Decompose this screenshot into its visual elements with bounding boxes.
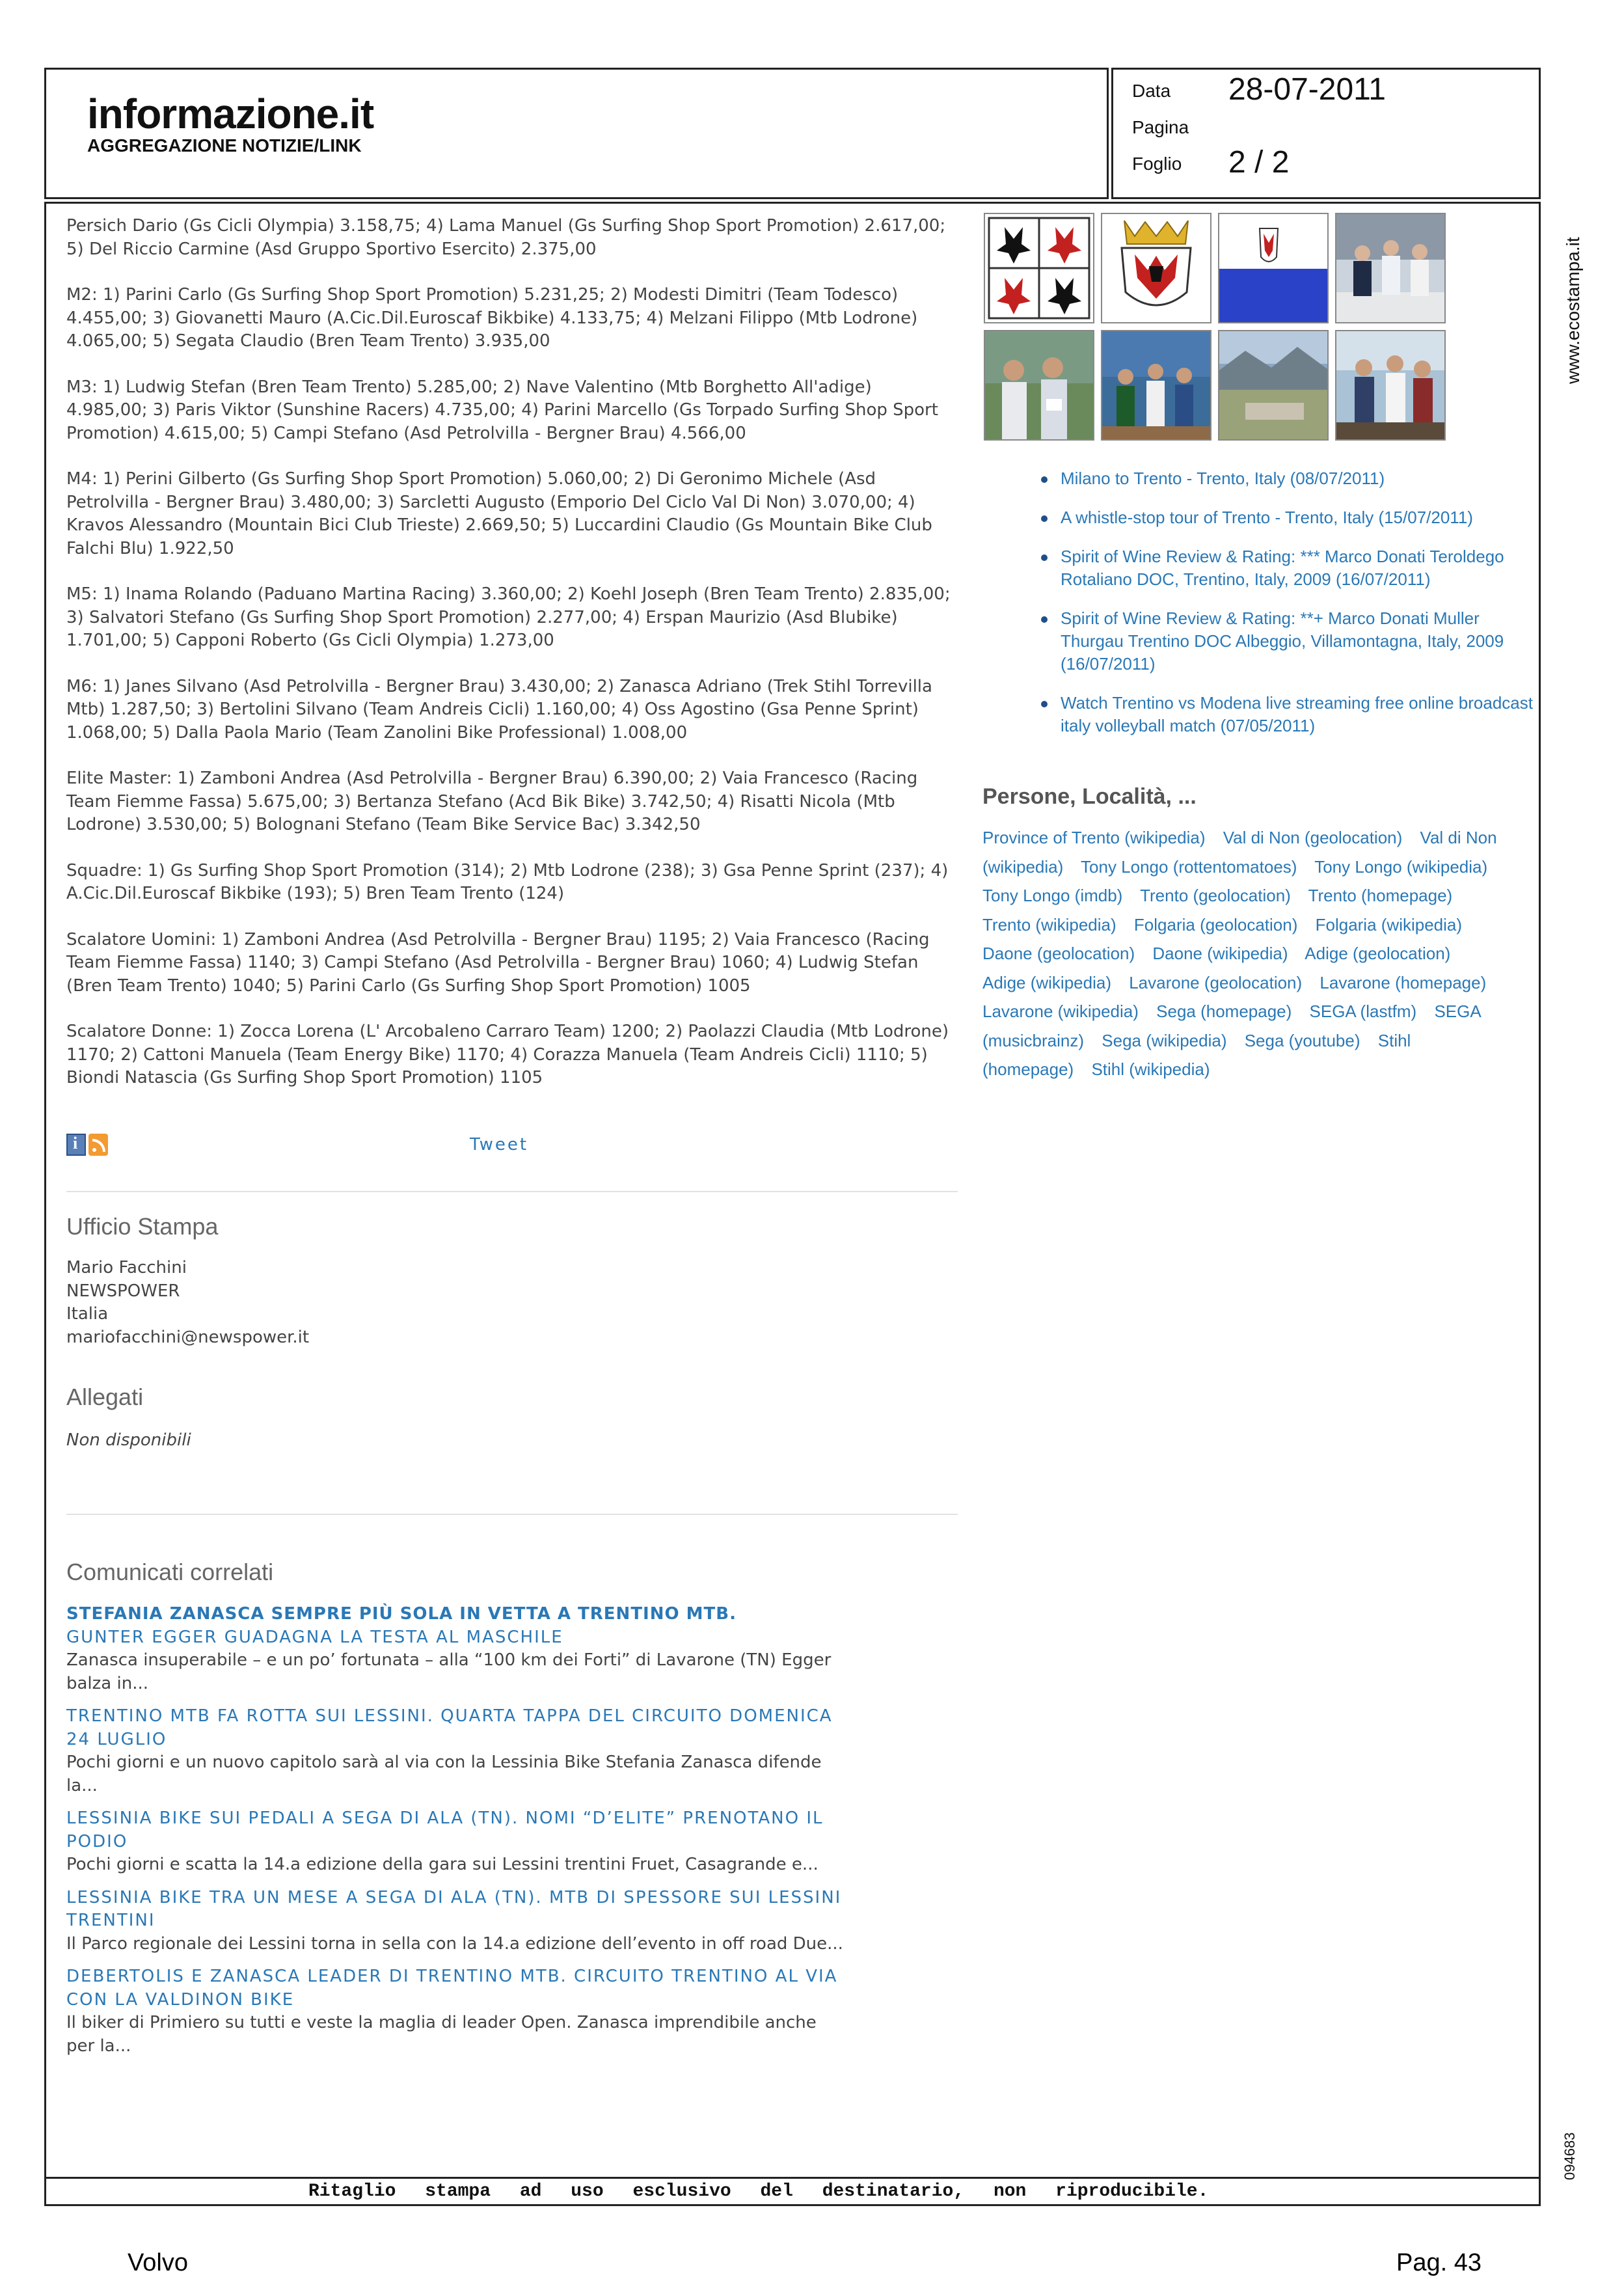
site-tagline: AGGREGAZIONE NOTIZIE/LINK <box>87 135 362 156</box>
tag-link[interactable]: Lavarone (geolocation) <box>1129 972 1303 992</box>
tag-link[interactable]: Sega (youtube) <box>1244 1030 1360 1050</box>
tag-link[interactable]: Lavarone (homepage) <box>1320 972 1487 992</box>
tag-link[interactable]: Folgaria (geolocation) <box>1133 914 1298 935</box>
related-title[interactable]: LESSINIA BIKE TRA UN MESE A SEGA DI ALA (TN). MTB DI SPESSORE SUI LESSINI TRENTINI <box>66 1887 842 1930</box>
site-logo[interactable]: informazione.it <box>87 90 374 137</box>
contact-email[interactable]: mariofacchini@newspower.it <box>66 1327 310 1347</box>
tag-link[interactable]: Lavarone (wikipedia) <box>982 1002 1139 1021</box>
article-paragraph: M6: 1) Janes Silvano (Asd Petrolvilla - Bergner Brau) 3.430,00; 2) Zanasca Adriano (Trek Stihl Torrevilla Mtb) 1.287,50; 3) Bertolini Silvano (Team Andreis Cicli) 1.160,00; 4) Oss Agostino (Gsa Penne Sprint) 1.068,00; 5) Dalla Paola Mario (Team Zanolini Bike Professional) 1.008,00 <box>66 676 932 743</box>
ufficio-stampa-title: Ufficio Stampa <box>66 1213 219 1240</box>
article-body <box>66 215 958 1113</box>
tag-link[interactable]: Sega (wikipedia) <box>1102 1030 1227 1050</box>
related-title[interactable]: DEBERTOLIS E ZANASCA LEADER DI TRENTINO MTB. CIRCUITO TRENTINO AL VIA CON LA VALDINON BIKE <box>66 1967 838 2010</box>
tag-link[interactable]: Stihl (wikipedia) <box>1091 1059 1210 1079</box>
related-excerpt: Pochi giorni e scatta la 14.a edizione della gara sui Lessini trentini Fruet, Casagrande e... <box>66 1855 819 1874</box>
article-paragraph: M4: 1) Perini Gilberto (Gs Surfing Shop Sport Promotion) 5.060,00; 2) Di Geronimo Michele (Asd Petrolvilla - Bergner Brau) 3.480,00; 3) Sarcletti Augusto (Emporio Del Ciclo Val Di Non) 3.070,00; 4) Kravos Alessandro (Mountain Bici Club Trieste) 2.669,50; 5) Luccardini Claudio (Gs Mountain Bike Club Falchi Blu) 1.922,50 <box>66 469 932 558</box>
tag-link[interactable]: Tony Longo (imdb) <box>982 886 1123 905</box>
related-excerpt: Pochi giorni e un nuovo capitolo sarà al via con la Lessinia Bike Stefania Zanasca difende la... <box>66 1753 822 1795</box>
allegati-text: Non disponibili <box>66 1430 191 1450</box>
ecostampa-url: www.ecostampa.it <box>1563 237 1583 384</box>
page-number: Pag. 43 <box>1396 2249 1482 2276</box>
divider <box>66 1191 958 1192</box>
sidebar-news-list <box>1041 467 1536 754</box>
document-code: 094683 <box>1562 2132 1578 2180</box>
news-link[interactable]: Spirit of Wine Review & Rating: **+ Marco Donati Muller Thurgau Trentino DOC Albeggio, Villamontagna, Italy, 2009 (16/07/2011) <box>1041 607 1536 676</box>
persone-localita-title: Persone, Località, ... <box>982 784 1197 809</box>
tag-link[interactable]: Sega (homepage) <box>1156 1002 1292 1021</box>
article-paragraph: Persich Dario (Gs Cicli Olympia) 3.158,75; 4) Lama Manuel (Gs Surfing Shop Sport Promotion) 2.617,00; 5) Del Riccio Carmine (Asd Gruppo Sportivo Esercito) 2.375,00 <box>66 216 946 259</box>
related-item <box>66 1807 847 1877</box>
news-link[interactable]: Milano to Trento - Trento, Italy (08/07/2011) <box>1041 467 1536 490</box>
contact-company: NEWSPOWER <box>66 1281 180 1301</box>
tag-link[interactable]: Adige (wikipedia) <box>982 972 1111 992</box>
article-paragraph: Squadre: 1) Gs Surfing Shop Sport Promotion (314); 2) Mtb Lodrone (238); 3) Gsa Penne Sprint (237); 4) A.Cic.Dil.Euroscaf Bikbike (193); 5) Bren Team Trento (124) <box>66 860 949 903</box>
tag-link[interactable]: Adige (geolocation) <box>1305 944 1451 963</box>
crowned-eagle-thumbnail[interactable] <box>1101 213 1211 323</box>
news-link[interactable]: Watch Trentino vs Modena live streaming free online broadcast italy volleyball match (07/05/2011) <box>1041 692 1536 737</box>
share-toolbar <box>66 1134 958 1160</box>
related-subtitle[interactable]: GUNTER EGGER GUADAGNA LA TESTA AL MASCHILE <box>66 1627 563 1647</box>
news-link[interactable]: Spirit of Wine Review & Rating: *** Marco Donati Teroldego Rotaliano DOC, Trentino, Italy, 2009 (16/07/2011) <box>1041 545 1536 591</box>
awards-photo-thumbnail[interactable] <box>1101 330 1211 441</box>
article-paragraph: M5: 1) Inama Rolando (Paduano Martina Racing) 3.360,00; 2) Koehl Joseph (Bren Team Trento) 2.835,00; 3) Salvatori Stefano (Gs Surfing Shop Sport Promotion) 2.277,00; 4) Erspan Maurizio (Asd Blubike) 1.701,00; 5) Capponi Roberto (Gs Cicli Olympia) 1.273,00 <box>66 584 951 650</box>
tag-link[interactable]: Daone (wikipedia) <box>1152 944 1288 963</box>
flag-thumbnail[interactable] <box>1218 213 1329 323</box>
tweet-link[interactable]: Tweet <box>470 1135 529 1154</box>
related-item <box>66 1705 847 1797</box>
contact-name: Mario Facchini <box>66 1258 187 1277</box>
valley-landscape-thumbnail[interactable] <box>1218 330 1329 441</box>
article-paragraph: Scalatore Uomini: 1) Zamboni Andrea (Asd Petrolvilla - Bergner Brau) 1195; 2) Vaia Francesco (Racing Team Fiemme Fassa) 1140; 3) Campi Stefano (Asd Petrolvilla - Bergner Brau) 1060; 4) Ludwig Stefan (Bren Team Trento) 1040; 5) Parini Carlo (Gs Surfing Shop Sport Promotion) 1005 <box>66 929 930 996</box>
tag-link[interactable]: Folgaria (wikipedia) <box>1315 914 1463 935</box>
tag-cloud <box>982 823 1503 1084</box>
article-paragraph: M3: 1) Ludwig Stefan (Bren Team Trento) 5.285,00; 2) Nave Valentino (Mtb Borghetto All'adige) 4.985,00; 3) Paris Viktor (Sunshine Racers) 4.735,00; 4) Parini Marcello (Gs Torpado Surfing Shop Sport Promotion) 4.615,00; 5) Campi Stefano (Asd Petrolvilla - Bergner Brau) 4.566,00 <box>66 377 938 443</box>
news-link[interactable]: A whistle-stop tour of Trento - Trento, Italy (15/07/2011) <box>1041 506 1536 529</box>
pagina-label: Pagina <box>1132 117 1189 137</box>
article-paragraph: Elite Master: 1) Zamboni Andrea (Asd Petrolvilla - Bergner Brau) 6.390,00; 2) Vaia Francesco (Racing Team Fiemme Fassa) 5.675,00; 3) Bertanza Stefano (Acd Bik Bike) 3.742,50; 4) Risatti Nicola (Mtb Lodrone) 3.530,00; 5) Bolognani Stefano (Team Bike Service Bac) 3.342,50 <box>66 769 918 834</box>
related-item <box>66 1603 847 1695</box>
coat-of-arms-tyrol-thumbnail[interactable] <box>984 213 1094 323</box>
contact-country: Italia <box>66 1304 109 1324</box>
related-item <box>66 1965 847 2058</box>
data-label: Data <box>1132 81 1171 101</box>
podium-photo-thumbnail[interactable] <box>1335 213 1446 323</box>
tag-link[interactable]: Trento (homepage) <box>1308 886 1453 905</box>
foglio-label: Foglio <box>1132 154 1182 174</box>
divider <box>66 1514 958 1515</box>
related-excerpt: Il biker di Primiero su tutti e veste la maglia di leader Open. Zanasca imprendibile anche per la... <box>66 2013 817 2056</box>
data-value: 28-07-2011 <box>1228 72 1386 107</box>
tag-link[interactable]: SEGA (lastfm) <box>1309 1002 1417 1021</box>
article-paragraph: Scalatore Donne: 1) Zocca Lorena (L' Arcobaleno Carraro Team) 1200; 2) Paolazzi Claudia (Mtb Lodrone) 1170; 2) Cattoni Manuela (Team Energy Bike) 1170; 4) Corazza Manuela (Team Andreis Cicli) 1110; 5) Biondi Natascia (Gs Surfing Shop Sport Promotion) 1105 <box>66 1022 949 1087</box>
tag-link[interactable]: Province of Trento (wikipedia) <box>982 828 1206 847</box>
comunicati-correlati-title: Comunicati correlati <box>66 1559 274 1585</box>
related-excerpt: Zanasca insuperabile – e un po’ fortunata – alla “100 km dei Forti” di Lavarone (TN) Egger balza in... <box>66 1650 832 1693</box>
athletes-photo-thumbnail[interactable] <box>984 330 1094 441</box>
tag-link[interactable]: Tony Longo (rottentomatoes) <box>1081 856 1297 877</box>
tag-link[interactable]: Val di Non (wikipedia) <box>982 828 1497 877</box>
tag-link[interactable]: Val di Non (geolocation) <box>1223 828 1403 847</box>
related-title[interactable]: STEFANIA ZANASCA SEMPRE PIÙ SOLA IN VETTA A TRENTINO MTB. <box>66 1604 737 1624</box>
rss-icon[interactable] <box>88 1134 108 1156</box>
allegati-title: Allegati <box>66 1384 144 1410</box>
related-title[interactable]: LESSINIA BIKE SUI PEDALI A SEGA DI ALA (TN). NOMI “D’ELITE” PRENOTANO IL PODIO <box>66 1808 824 1851</box>
footer-divider <box>46 2177 1539 2179</box>
tag-link[interactable]: Trento (wikipedia) <box>982 914 1116 935</box>
related-excerpt: Il Parco regionale dei Lessini torna in sella con la 14.a edizione dell’evento in off road Due... <box>66 1933 843 1954</box>
related-title[interactable]: TRENTINO MTB FA ROTTA SUI LESSINI. QUARTA TAPPA DEL CIRCUITO DOMENICA 24 LUGLIO <box>66 1706 833 1749</box>
tag-link[interactable]: Tony Longo (wikipedia) <box>1314 856 1488 877</box>
ufficio-stampa-contact <box>66 1257 309 1349</box>
tag-link[interactable]: Trento (geolocation) <box>1140 886 1291 905</box>
foglio-value: 2 / 2 <box>1228 145 1290 180</box>
tag-link[interactable]: SEGA (musicbrainz) <box>982 1002 1481 1050</box>
tag-link[interactable]: Daone (geolocation) <box>982 944 1135 963</box>
ritaglio-notice: Ritaglio stampa ad uso esclusivo del destinatario, non riproducibile. <box>308 2181 1209 2202</box>
related-list <box>66 1603 847 2067</box>
client-name: Volvo <box>128 2249 188 2276</box>
related-item <box>66 1887 847 1956</box>
winners-photo-thumbnail[interactable] <box>1335 330 1446 441</box>
tag-link[interactable]: Stihl (homepage) <box>982 1030 1411 1079</box>
article-paragraph: M2: 1) Parini Carlo (Gs Surfing Shop Sport Promotion) 5.231,25; 2) Modesti Dimitri (Team Todesco) 4.455,00; 3) Giovanetti Mauro (A.Cic.Dil.Euroscaf Bikbike) 4.133,75; 4) Melzani Filippo (Mtb Lodrone) 4.065,00; 5) Segata Claudio (Bren Team Trento) 3.935,00 <box>66 285 918 351</box>
info-icon[interactable] <box>66 1134 86 1156</box>
